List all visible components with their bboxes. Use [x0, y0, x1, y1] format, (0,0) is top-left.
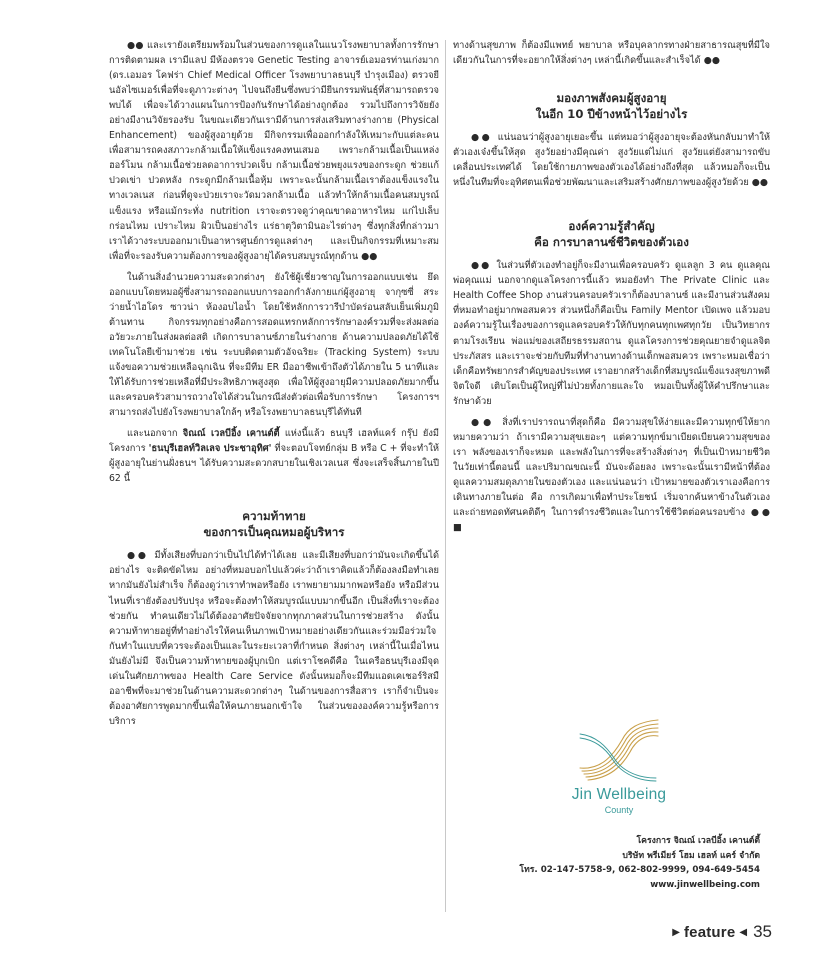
end-mark: ●● [361, 250, 378, 262]
right-paragraph-2 [453, 130, 770, 190]
page-number: 35 [753, 922, 772, 941]
bullet-mark: ●● [127, 40, 144, 51]
left-paragraph-1-text: และเรายังเตรียมพร้อมในส่วนของการดูแลในแนวโรงพยาบาลทั้งการรักษา การติดตามผล เรามีแลป มีห้องตรวจ Genetic Testing อาจารย์เอมอรท่านเก่งมาก (ดร.เอมอร โคฟร่า Chief Medical Officer โรงพยาบาลธนบุรี บำรุงเมือง) ตรวจยีนอัลไซเมอร์เพื่อที่จะดูภาวะต่างๆ ไปจนถึงยีนซึ่งพบว่ามียีนกรรมพันธุ์ที่สามารถตรวจพบได้ เพื่อจะได้วางแผนในการป้องกันรักษาได้อย่างถูกต้อง รวมไปถึงการวิจัยยังอย่างมีงานวิจัยรองรับ ในขณะเดียวกันเรามีด้านการส่งเสริมทางร่างกาย (Physical Enhancement) ของผู้สูงอายุด้วย มีกิจกรรมเพื่อออกกำลังให้เหมาะกับแต่ละคน เพื่อสามารถคงสภาวะกล้ามเนื้อให้แข็งแรงคงทนเสมอ เพราะกล้ามเนื้อเป็นแหล่งฮอร์โมน กล้ามเนื้อช่วยลดอาการปวดเจ็บ กล้ามเนื้อช่วยพยุงแรงของกระดูก ช่วยแก้ปวดเข่า ปวดหลัง กระดูกมีกล้ามเนื้อหุ้ม เพราะฉะนั้นกล้ามเนื้อเราต้องแข็งแรงในทางเวลเนส ก่อนที่ดูจะป่วยเราจะวัดมวลกล้ามเนื้อ แล้วทำให้กล้ามเนื้อคนสมบูรณ์แข็งแรง หรือแม้กระทั่ง nutrition เราจะตรวจดูว่าคุณขาดอาหารไหม แก่ไปเล็บกร่อนไหม เปราะไหม ผิวเป็นอย่างไร แร่ธาตุวิตามินอะไรต่างๆ ซึ่งทุกสิ่งที่กล่าวมา เราได้วางระบบออกมาเป็นอาหารศูนย์การดูแลต่างๆ และเป็นกิจกรรมที่เหมาะสม เพื่อที่จะรองรับความต้องการของผู้สูงอายุได้ครบสมบูรณ์ทุกด้าน [109, 40, 439, 262]
triangle-right-icon: ▶ [672, 926, 680, 938]
left-paragraph-3 [109, 426, 439, 486]
bullet-mark: ●● [471, 260, 492, 272]
project-name-bold: จิณณ์ เวลบีอิ้ง เคานต์ตี้ [182, 428, 280, 440]
left-paragraph-2: ในด้านสิ่งอำนวยความสะดวกต่างๆ ยังใช้ผู้เชี่ยวชาญในการออกแบบเช่น ยึดออกแบบโดยหมอผู้ซึ่งสามารถออกแบบการออกกำลังกายแก่ผู้สูงอายุ จากุซซี่ สระว่ายน้ำไฮโดร ซาวน่า ห้องอบไอน้ำ โดยใช้หลักการวารีบำบัดร่อนสลับเย็นเพิ่มภูมิต้านทาน กิจกรรมทุกอย่างคือการสอดแทรกหลักการรักษาองค์รวมที่จะส่งผลต่ออวัยวะภายในส่งผลต่อสติ เกิดการบาลานซ์ภายในร่างกาย ด้านความปลอดภัยได้ใช้เทคโนโลยีเข้ามาช่วย เช่น ระบบติดตามตัวอัจฉริยะ (Tracking System) ระบบแจ้งขอความช่วยเหลือฉุกเฉิน ที่จะมีทีม ER มืออาชีพเข้าถึงตัวได้ภายใน 5 นาทีและให้ได้รับการช่วยเหลือที่มีประสิทธิภาพสูงสุด เพื่อให้ผู้สูงอายุมีความปลอดภัยมากขึ้น และครอบครัวสามารถวางใจได้ส่วนในกรณีส่งตัวต่อเพื่อรับการรักษา โครงการฯ สามารถส่งไปยังโรงพยาบาลใกล้ๆ หรือโรงพยาบาลธนบุรีได้ทันที [109, 271, 439, 419]
left-paragraph-1 [109, 38, 439, 264]
heading-line-1: ความท้าทาย [242, 509, 306, 524]
end-mark: ●● [751, 177, 768, 189]
right-paragraph-1 [453, 38, 770, 68]
end-mark: ●● [703, 55, 720, 67]
column-divider [445, 40, 446, 912]
contact-company: บริษัท พรีเมียร์ โฮม เฮลท์ แคร์ จำกัด [622, 850, 760, 861]
right-paragraph-2-text: แน่นอนว่าผู้สูงอายุเยอะขึ้น แต่หมอว่าผู้สูงอายุจะต้องหันกลับมาทำให้ตัวเองเจ๋งขึ้นให้สุด สูงวัยอย่างมีคุณค่า สูงวัยแต่ไม่แก่ สูงวัยแต่ยังสามารถขับเคลื่อนประเทศได้ โดยใช้กายภาพของตัวเองได้อย่างถึงที่สุด แล้วหมอก็จะเป็นหนึ่งในทีมที่จะอุทิศตนเพื่อช่วยพัฒนาและเสริมสร้างศักยภาพของผู้สูงวัยด้วย [453, 132, 770, 189]
right-paragraph-4 [453, 415, 770, 535]
wave-logo-icon [576, 714, 662, 784]
section-heading-aging-society [453, 90, 770, 122]
para3-post: ที่จะตอบโจทย์กลุ่ม B หรือ C + ที่จะทำให้ผู้สูงอายุในย่านฝั่งธนฯ ได้รับความสะดวกสบายในเชิงเวลเนส ซึ่งจะเสร็จสิ้นภายในปี 62 นี้ [109, 443, 439, 485]
jin-wellbeing-logo [527, 714, 711, 834]
right-paragraph-4-text: สิ่งที่เราปรารถนาที่สุดก็คือ มีความสุขให้ง่ายและมีความทุกข์ให้ยาก หมายความว่า ถ้าเรามีความสุขเยอะๆ แต่ความทุกข์มาเบียดเบียนความสุขของเรา พลังของเราก็จะหมด และพลังในการที่จะสร้างสิ่งต่างๆ ที่เป็นเป้าหมายชีวิตในวัยเท่านี้ตอนนี้ และปริมาณขณะนี้ มันจะด้อยลง เพราะฉะนั้นเรามีหน้าที่ต้องดูแลความสมดุลภายในของตัวเอง และแน่นอนว่า เป้าหมายของตัวเราเองคือการเดินทางภายในต่อ คือ การเกิดมาเพื่อทำประโยชน์ เริ่มจากค้นหาข้างในตัวเองและถ่ายทอดทัศนคติดีๆ ในการดำรงชีวิตและในการใช้ชีวิตต่อคนรอบข้าง [453, 416, 770, 519]
section-label: feature [683, 923, 736, 941]
village-name-bold: 'ธนบุรีเฮลท์วิลเลจ ประชาอุทิศ' [148, 443, 272, 455]
para3-mid: แห่งนี้แล้ว ธนบุรี เฮลท์แคร์ กรุ๊ป ยังมีโครงการ [109, 428, 439, 455]
heading-line-2: ในอีก 10 ปีข้างหน้าไว้อย่างไร [535, 107, 688, 122]
bullet-mark: ●● [127, 550, 149, 562]
right-paragraph-1-text: ทางด้านสุขภาพ ก็ต้องมีแพทย์ พยาบาล หรือบุคลากรทางฝ่ายสาธารณสุขที่มีใจเดียวกันในการที่จะอยากให้สิ่งต่างๆ เหล่านี้เกิดขึ้นและสำเร็จได้ [453, 40, 770, 67]
right-paragraph-3 [453, 258, 770, 408]
contact-phone: โทร. 02-147-5758-9, 062-802-9999, 094-649-5454 [519, 865, 760, 876]
para3-pre: และนอกจาก [127, 428, 183, 440]
heading-line-2: คือ การบาลานซ์ชีวิตของตัวเอง [534, 235, 689, 250]
contact-project: โครงการ จิณณ์ เวลบีอิ้ง เคานต์ตี้ [636, 836, 760, 846]
right-paragraph-3-text: ในส่วนที่ตัวเองทำอยู่ก็จะมีงานเพื่อครอบครัว ดูแลลูก 3 คน ดูแลคุณพ่อคุณแม่ นอกจากดูแลโครงการนี้แล้ว หมอยังทำ The Private Clinic และ Health Coffee Shop งานส่วนครอบครัวเราก็ต้องบาลานซ์ และมีงานส่วนสังคมที่หมอทำอยู่มากพอสมควร ส่วนหนึ่งก็คือเป็น Family Mentor เปิดเพจ แล้วมอบองค์ความรู้ในเรื่องของการดูแลครอบครัวให้กับทุกคนทุกเพศทุกวัย เป็นวิทยากรตามโรงเรียน พ่อแม่ของเสถียรธรรมสถาน ดูแลโครงการช่วยคุณยายจำดูแลจิตประภัสสร และเราจะช่วยกับทีมที่ทำงานทางด้านเด็กพอสมควร เพราะหมอเชื่อว่าเด็กคือทรัพยากรสำคัญของประเทศ เราอยากสร้างเด็กที่สมบูรณ์แข็งแรงสุขภาพดีจิตใจดี เติบโตเป็นผู้ใหญ่ที่ไม่ป่วยทั้งกายและใจ หมอเป็นทั้งผู้ให้คำปรึกษาและรักษาด้วย [453, 260, 770, 407]
heading-line-1: องค์ความรู้สำคัญ [568, 219, 655, 234]
right-column [453, 38, 770, 535]
left-column [109, 38, 439, 729]
bullet-mark: ●● [471, 416, 496, 428]
heading-line-2: ของการเป็นคุณหมอผู้บริหาร [203, 525, 345, 540]
bullet-mark: ●● [471, 132, 493, 144]
logo-wordmark: Jin Wellbeing [571, 786, 667, 803]
logo-subtitle: County [604, 805, 634, 815]
section-heading-life-balance [453, 218, 770, 250]
triangle-left-icon: ◀ [739, 926, 748, 938]
section-heading-challenge [109, 508, 439, 540]
contact-block [470, 834, 760, 892]
heading-line-1: มองภาพสังคมผู้สูงอายุ [556, 91, 667, 106]
contact-website: www.jinwellbeing.com [650, 879, 760, 890]
left-paragraph-4 [109, 548, 439, 729]
left-paragraph-4-text: มีทั้งเสียงที่บอกว่าเป็นไปได้ทำได้เลย และมีเสียงที่บอกว่ามันจะเกิดขึ้นได้อย่างไร จะติดขัดไหม อย่างที่หมอบอกไปแล้วค่ะว่าถ้าเราคิดแล้วก็ต้องลงมือทำเลย หากมันยังไม่สำเร็จ ก็ต้องดูว่าเราทำพอหรือยัง เราพยายามมากพอหรือยัง หรือมีส่วนไหนที่เรายังต้องปรับปรุง หรือจะต้องทำให้สมบูรณ์แบบมากขึ้นอีก เป็นสิ่งที่เราจะต้องช่วยกัน ทำคนเดียวไม่ได้ต้องอาศัยปัจจัยจากทุกภาคส่วนในการช่วยสร้าง ดังนั้นความท้าทายอยู่ที่ทำอย่างไรให้คนเห็นภาพเป้าหมายอย่างเดียวกันและร่วมมือร่วมใจกันทำในแบบที่ควรจะต้องเป็นและในระยะเวลาที่กำหนด สิ่งต่างๆ เหล่านี้ในเมื่อไหนมันยังไม่มี จึงเป็นความท้าทายของผู้บุกเบิก แต่เราโชคดีคือ ในเครือธนบุรีเองมีจุดเด่นในศักยภาพของ Health Care Service ดังนั้นหมอก็จะมีทีมแอดเคเชอร์ริสมืออาชีพที่จะมาช่วยในด้านความสะดวกต่างๆ ในด้านของการสื่อสาร เราก็จำเป็นจะต้องอาศัยการพูดมากขึ้นเพื่อให้คนภายนอกเข้าใจ ในส่วนขององค์ความรู้หรือการบริการ [109, 550, 439, 727]
page-folio [672, 922, 772, 942]
end-mark: ●● ■ [453, 507, 770, 534]
